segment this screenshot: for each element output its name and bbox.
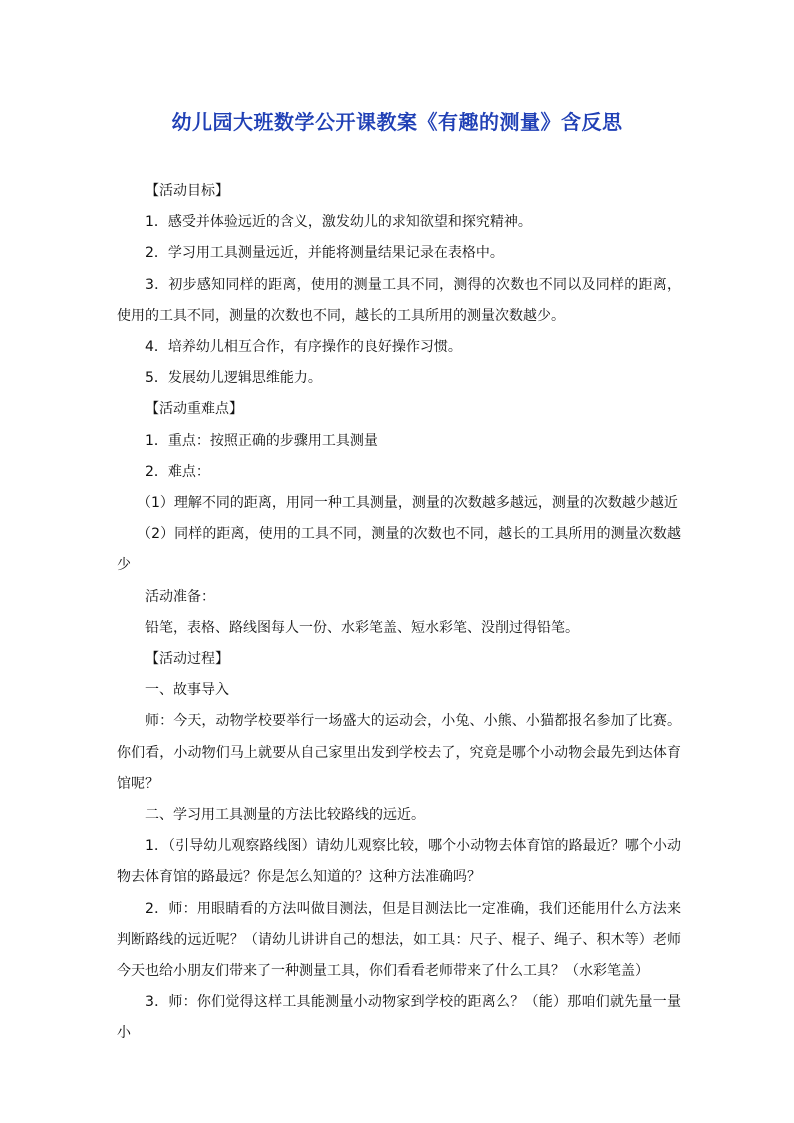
process-step-heading-2: 二、学习用工具测量的方法比较路线的远近。: [145, 807, 425, 824]
difficulty-item-2: （2）同样的距离，使用的工具不同，测量的次数也不同，越长的工具所用的测量次数越少: [117, 526, 681, 574]
goal-item-1: 1．感受并体验远近的含义，激发幼儿的求知欲望和探究精神。: [145, 214, 532, 231]
goal-item-4: 4．培养幼儿相互合作，有序操作的良好操作习惯。: [145, 339, 462, 356]
process-paragraph-observe: 1．（引导幼儿观察路线图）请幼儿观察比较，哪个小动物去体育馆的路最近？哪个小动物去体育馆的路最远？你是怎么知道的？这种方法准确吗？: [117, 838, 681, 886]
section-heading-preparation: 活动准备：: [145, 588, 215, 605]
document-body: [117, 176, 681, 1050]
key-point-1: 1．重点：按照正确的步骤用工具测量: [145, 432, 378, 449]
process-paragraph-measure: 3．师：你们觉得这样工具能测量小动物家到学校的距离么？（能）那咱们就先量一量小: [117, 994, 681, 1042]
goal-item-3: 3．初步感知同样的距离，使用的测量工具不同，测得的次数也不同以及同样的距离，使用的工具不同，测量的次数也不同，越长的工具所用的测量次数越少。: [117, 276, 681, 324]
document-title: 幼儿园大班数学公开课教案《有趣的测量》含反思: [171, 110, 623, 134]
section-heading-key-points: 【活动重难点】: [145, 401, 243, 418]
process-paragraph-story: 师：今天，动物学校要举行一场盛大的运动会，小兔、小熊、小猫都报名参加了比赛。你们看，小动物们马上就要从自己家里出发到学校去了，究竟是哪个小动物会最先到达体育馆呢？: [117, 713, 681, 792]
difficulty-item-1: （1）理解不同的距离，用同一种工具测量，测量的次数越多越远，测量的次数越少越近: [137, 495, 678, 512]
key-point-2: 2．难点：: [145, 463, 210, 480]
process-step-heading-1: 一、故事导入: [145, 682, 229, 699]
goal-item-5: 5．发展幼儿逻辑思维能力。: [145, 370, 322, 387]
preparation-text: 铅笔，表格、路线图每人一份、水彩笔盖、短水彩笔、没削过得铅笔。: [145, 619, 579, 636]
section-heading-process: 【活动过程】: [145, 651, 229, 668]
section-heading-goals: 【活动目标】: [145, 183, 229, 199]
process-paragraph-visual-estimate: 2．师：用眼睛看的方法叫做目测法，但是目测法比一定准确，我们还能用什么方法来判断路线的远近呢？（请幼儿讲讲自己的想法，如工具：尺子、棍子、绳子、积木等）老师今天也给小朋友们带来了一种测量工具，你们看看老师带来了什么工具？（水彩笔盖）: [117, 900, 681, 980]
goal-item-2: 2．学习用工具测量远近，并能将测量结果记录在表格中。: [145, 245, 504, 262]
